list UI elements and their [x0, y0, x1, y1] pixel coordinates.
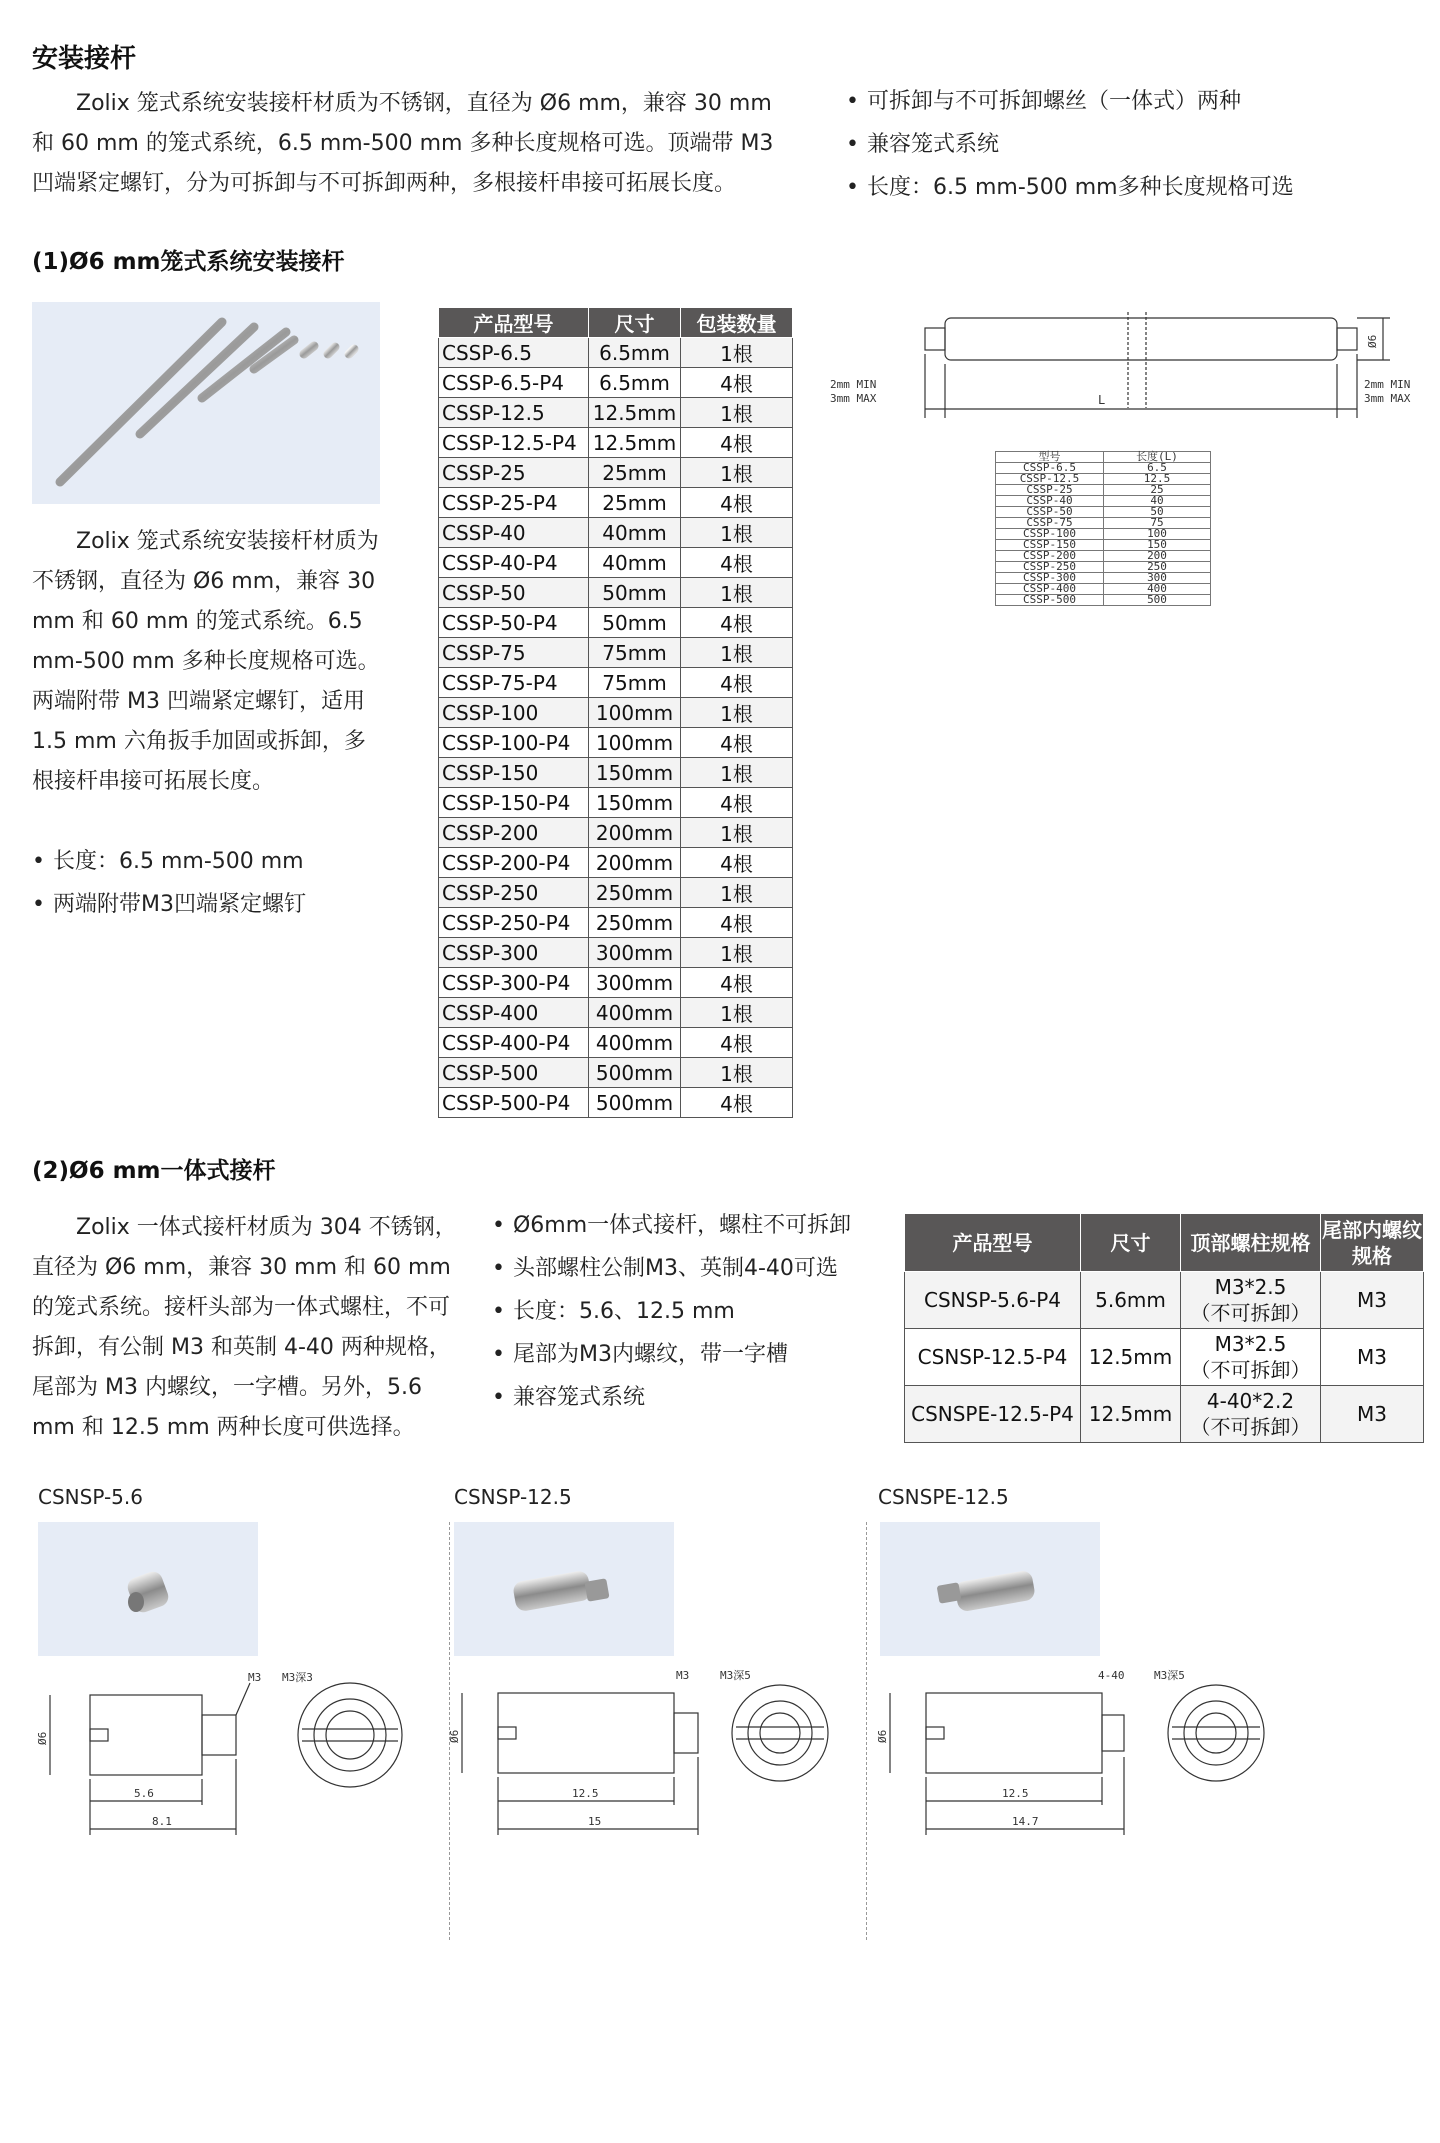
thread-label: M3 — [676, 1669, 690, 1682]
model-cell: CSSP-500 — [439, 1058, 589, 1088]
left-min-label: 2mm MIN — [830, 378, 877, 391]
table-row — [439, 608, 793, 638]
hole-label: M3深5 — [720, 1669, 751, 1682]
table-row — [439, 398, 793, 428]
size-cell: 100mm — [589, 728, 681, 758]
rod-drawing — [828, 308, 1423, 423]
qty-cell: 4根 — [681, 908, 793, 938]
list-item: • 尾部为M3内螺纹，带一字槽 — [492, 1333, 851, 1376]
dim-label: 14.7 — [1012, 1815, 1039, 1828]
table-row — [439, 758, 793, 788]
product-drawing — [38, 1665, 418, 1865]
length-cell: 500 — [1104, 595, 1211, 606]
size-cell: 150mm — [589, 758, 681, 788]
col-header: 长度(L) — [1104, 452, 1211, 463]
size-cell: 400mm — [589, 1028, 681, 1058]
model-cell: CSSP-12.5 — [996, 474, 1104, 485]
qty-cell: 1根 — [681, 1058, 793, 1088]
table-row — [905, 1329, 1424, 1386]
model-cell: CSSP-500 — [996, 595, 1104, 606]
product-drawing — [876, 1665, 1290, 1865]
spec-value: M3*2.5 — [1214, 1275, 1287, 1299]
left-max-label: 3mm MAX — [830, 392, 877, 405]
col-header: 包装数量 — [681, 308, 793, 338]
size-cell: 50mm — [589, 578, 681, 608]
page-title: 安装接杆 — [32, 44, 137, 74]
cssp-table-body — [439, 338, 793, 1118]
table-header-row — [439, 308, 793, 338]
table-row — [439, 938, 793, 968]
model-cell: CSSP-40 — [439, 518, 589, 548]
size-cell: 250mm — [589, 878, 681, 908]
qty-cell: 4根 — [681, 968, 793, 998]
qty-cell: 4根 — [681, 428, 793, 458]
section2-bullets — [492, 1204, 851, 1419]
intro-bullets — [846, 80, 1294, 209]
col-header: 产品型号 — [905, 1214, 1081, 1272]
col-header: 尺寸 — [589, 308, 681, 338]
product-photo — [454, 1522, 674, 1656]
size-cell: 50mm — [589, 608, 681, 638]
table-row — [996, 595, 1211, 606]
dim-label: 5.6 — [134, 1787, 154, 1800]
size-cell: 25mm — [589, 488, 681, 518]
model-cell: CSSP-100-P4 — [439, 728, 589, 758]
table-row — [905, 1272, 1424, 1329]
model-cell: CSSP-300 — [996, 573, 1104, 584]
length-cell: 100 — [1104, 529, 1211, 540]
size-cell: 300mm — [589, 968, 681, 998]
length-cell: 200 — [1104, 551, 1211, 562]
list-item: • 兼容笼式系统 — [846, 123, 1294, 166]
size-cell: 12.5mm — [1081, 1386, 1181, 1443]
model-cell: CSSP-400 — [996, 584, 1104, 595]
qty-cell: 4根 — [681, 488, 793, 518]
spec-cell — [1181, 1329, 1321, 1386]
model-cell: CSSP-25 — [439, 458, 589, 488]
size-cell: 400mm — [589, 998, 681, 1028]
rod-body — [945, 318, 1337, 360]
table-row — [439, 878, 793, 908]
dia-label: Ø6 — [36, 1731, 49, 1745]
size-cell: 100mm — [589, 698, 681, 728]
length-cell: 50 — [1104, 507, 1211, 518]
model-cell: CSSP-6.5 — [996, 463, 1104, 474]
model-cell: CSSP-12.5 — [439, 398, 589, 428]
model-cell: CSSP-200-P4 — [439, 848, 589, 878]
dim-label: 15 — [588, 1815, 602, 1828]
table-row — [439, 968, 793, 998]
tail-cell: M3 — [1321, 1329, 1424, 1386]
section1-bullets — [32, 840, 306, 926]
table-row — [439, 998, 793, 1028]
length-cell: 6.5 — [1104, 463, 1211, 474]
size-cell: 150mm — [589, 788, 681, 818]
rods-illustration — [32, 302, 380, 504]
qty-cell: 1根 — [681, 398, 793, 428]
tail-cell: M3 — [1321, 1272, 1424, 1329]
table-header-row — [905, 1214, 1424, 1272]
size-cell: 200mm — [589, 818, 681, 848]
model-cell: CSSP-100 — [996, 529, 1104, 540]
qty-cell: 1根 — [681, 518, 793, 548]
intro-text: Zolix 笼式系统安装接杆材质为不锈钢，直径为 Ø6 mm，兼容 30 mm 和 60 mm 的笼式系统，6.5 mm-500 mm 多种长度规格可选。顶端带 M3 凹端紧定螺钉，分为可拆卸与不可拆卸两种，多根接杆串接可拓展长度。 — [32, 91, 774, 196]
list-item: • 可拆卸与不可拆卸螺丝（一体式）两种 — [846, 80, 1294, 123]
qty-cell: 4根 — [681, 788, 793, 818]
model-cell: CSSP-12.5-P4 — [439, 428, 589, 458]
size-cell: 300mm — [589, 938, 681, 968]
length-label: L — [1098, 393, 1106, 407]
size-cell: 200mm — [589, 848, 681, 878]
size-cell: 40mm — [589, 518, 681, 548]
col-header: 尺寸 — [1081, 1214, 1181, 1272]
model-cell: CSSP-400 — [439, 998, 589, 1028]
qty-cell: 4根 — [681, 668, 793, 698]
section1-desc: Zolix 笼式系统安装接杆材质为不锈钢，直径为 Ø6 mm，兼容 30 mm 和 60 mm 的笼式系统。6.5 mm-500 mm 多种长度规格可选。两端附带 M3 凹端紧定螺钉，适用 1.5 mm 六角扳手加固或拆卸，多根接杆串接可拓展长度。 — [32, 529, 380, 794]
list-item: • 两端附带M3凹端紧定螺钉 — [32, 883, 306, 926]
table-row — [439, 638, 793, 668]
list-item: • 长度：6.5 mm-500 mm — [32, 840, 306, 883]
table-row — [439, 338, 793, 368]
size-cell: 12.5mm — [1081, 1329, 1181, 1386]
product-illustration — [454, 1522, 674, 1656]
section2-title: (2)Ø6 mm一体式接杆 — [32, 1158, 276, 1184]
dim-label: 8.1 — [152, 1815, 172, 1828]
size-cell: 75mm — [589, 668, 681, 698]
spec-note: （不可拆卸） — [1190, 1301, 1311, 1325]
size-cell: 12.5mm — [589, 428, 681, 458]
divider — [866, 1522, 867, 1940]
rod-right-screw — [1337, 328, 1357, 350]
length-cell: 150 — [1104, 540, 1211, 551]
table-row — [439, 428, 793, 458]
list-item: • 头部螺柱公制M3、英制4-40可选 — [492, 1247, 851, 1290]
length-cell: 75 — [1104, 518, 1211, 529]
size-cell: 6.5mm — [589, 368, 681, 398]
qty-cell: 1根 — [681, 938, 793, 968]
tail-cell: M3 — [1321, 1386, 1424, 1443]
dim-label: 12.5 — [1002, 1787, 1029, 1800]
dia-label: Ø6 — [1366, 334, 1379, 348]
model-cell: CSSP-200 — [996, 551, 1104, 562]
qty-cell: 4根 — [681, 848, 793, 878]
model-cell: CSSP-500-P4 — [439, 1088, 589, 1118]
product-photo — [38, 1522, 258, 1656]
model-cell: CSSP-40-P4 — [439, 548, 589, 578]
model-cell: CSSP-75 — [996, 518, 1104, 529]
col-header: 产品型号 — [439, 308, 589, 338]
table-row — [439, 1058, 793, 1088]
table-row — [905, 1386, 1424, 1443]
table-row — [439, 548, 793, 578]
dim-label: 12.5 — [572, 1787, 599, 1800]
qty-cell: 1根 — [681, 638, 793, 668]
rod-length-table — [995, 451, 1211, 606]
table-row — [439, 368, 793, 398]
model-cell: CSSP-75 — [439, 638, 589, 668]
length-cell: 300 — [1104, 573, 1211, 584]
table-row — [439, 788, 793, 818]
table-row — [439, 668, 793, 698]
spec-note: （不可拆卸） — [1190, 1415, 1311, 1439]
model-cell: CSSP-6.5 — [439, 338, 589, 368]
model-cell: CSSP-50 — [439, 578, 589, 608]
length-cell: 40 — [1104, 496, 1211, 507]
table-row — [439, 848, 793, 878]
table-row — [439, 908, 793, 938]
model-cell: CSSP-250-P4 — [439, 908, 589, 938]
qty-cell: 4根 — [681, 368, 793, 398]
list-item: • Ø6mm一体式接杆，螺柱不可拆卸 — [492, 1204, 851, 1247]
model-cell: CSSP-200 — [439, 818, 589, 848]
length-cell: 250 — [1104, 562, 1211, 573]
table-row — [439, 578, 793, 608]
product-name: CSNSP-5.6 — [38, 1485, 143, 1509]
model-cell: CSSP-50-P4 — [439, 608, 589, 638]
model-cell: CSSP-400-P4 — [439, 1028, 589, 1058]
spec-note: （不可拆卸） — [1190, 1358, 1311, 1382]
qty-cell: 4根 — [681, 548, 793, 578]
model-cell: CSNSP-12.5-P4 — [905, 1329, 1081, 1386]
length-cell: 25 — [1104, 485, 1211, 496]
list-item: • 长度：5.6、12.5 mm — [492, 1290, 851, 1333]
qty-cell: 1根 — [681, 338, 793, 368]
model-cell: CSSP-300-P4 — [439, 968, 589, 998]
model-cell: CSSP-150-P4 — [439, 788, 589, 818]
model-cell: CSNSP-5.6-P4 — [905, 1272, 1081, 1329]
model-cell: CSSP-25-P4 — [439, 488, 589, 518]
size-cell: 5.6mm — [1081, 1272, 1181, 1329]
qty-cell: 1根 — [681, 698, 793, 728]
right-max-label: 3mm MAX — [1364, 392, 1411, 405]
model-cell: CSSP-300 — [439, 938, 589, 968]
length-cell: 12.5 — [1104, 474, 1211, 485]
cssp-table — [438, 307, 793, 1118]
size-cell: 40mm — [589, 548, 681, 578]
qty-cell: 1根 — [681, 878, 793, 908]
rods-photo — [32, 302, 380, 504]
table-row — [439, 818, 793, 848]
table-row — [439, 698, 793, 728]
model-cell: CSSP-6.5-P4 — [439, 368, 589, 398]
product-photo — [880, 1522, 1100, 1656]
model-cell: CSSP-40 — [996, 496, 1104, 507]
section1-title: (1)Ø6 mm笼式系统安装接杆 — [32, 249, 345, 275]
rod-left-screw — [925, 328, 945, 350]
qty-cell: 1根 — [681, 578, 793, 608]
table-row — [439, 1028, 793, 1058]
model-cell: CSSP-250 — [439, 878, 589, 908]
size-cell: 250mm — [589, 908, 681, 938]
model-cell: CSSP-250 — [996, 562, 1104, 573]
qty-cell: 4根 — [681, 1088, 793, 1118]
qty-cell: 4根 — [681, 728, 793, 758]
product-illustration — [880, 1522, 1100, 1656]
model-cell: CSSP-50 — [996, 507, 1104, 518]
hole-label: M3深5 — [1154, 1669, 1185, 1682]
product-illustration — [38, 1522, 258, 1656]
model-cell: CSSP-150 — [996, 540, 1104, 551]
table-row — [439, 458, 793, 488]
product-drawing — [448, 1665, 849, 1865]
model-cell: CSSP-100 — [439, 698, 589, 728]
spec-value: M3*2.5 — [1214, 1332, 1287, 1356]
qty-cell: 4根 — [681, 608, 793, 638]
thread-label: M3 — [248, 1671, 262, 1684]
right-min-label: 2mm MIN — [1364, 378, 1411, 391]
list-item: • 兼容笼式系统 — [492, 1376, 851, 1419]
dia-label: Ø6 — [448, 1729, 461, 1743]
size-cell: 25mm — [589, 458, 681, 488]
product-name: CSNSP-12.5 — [454, 1485, 572, 1509]
col-header: 型号 — [996, 452, 1104, 463]
col-header: 尾部内螺纹规格 — [1321, 1214, 1424, 1272]
rod-length-table-body — [996, 463, 1211, 606]
size-cell: 12.5mm — [589, 398, 681, 428]
spec-cell — [1181, 1386, 1321, 1443]
table-row — [439, 1088, 793, 1118]
spec-value: 4-40*2.2 — [1206, 1389, 1295, 1413]
table-row — [439, 488, 793, 518]
section2-desc: Zolix 一体式接杆材质为 304 不锈钢，直径为 Ø6 mm，兼容 30 mm 和 60 mm 的笼式系统。接杆头部为一体式螺柱，不可拆卸，有公制 M3 和英制 4-40 两种规格，尾部为 M3 内螺纹，一字槽。另外，5.6 mm 和 12.5 mm 两种长度可供选择。 — [32, 1215, 457, 1440]
model-cell: CSNSPE-12.5-P4 — [905, 1386, 1081, 1443]
size-cell: 75mm — [589, 638, 681, 668]
qty-cell: 4根 — [681, 1028, 793, 1058]
table-row — [439, 728, 793, 758]
qty-cell: 1根 — [681, 998, 793, 1028]
length-cell: 400 — [1104, 584, 1211, 595]
table-row — [439, 518, 793, 548]
size-cell: 500mm — [589, 1088, 681, 1118]
spec-cell — [1181, 1272, 1321, 1329]
model-cell: CSSP-75-P4 — [439, 668, 589, 698]
size-cell: 500mm — [589, 1058, 681, 1088]
list-item: • 长度：6.5 mm-500 mm多种长度规格可选 — [846, 166, 1294, 209]
model-cell: CSSP-150 — [439, 758, 589, 788]
size-cell: 6.5mm — [589, 338, 681, 368]
csnsp-table — [904, 1213, 1424, 1443]
qty-cell: 1根 — [681, 458, 793, 488]
hole-label: M3深3 — [282, 1671, 313, 1684]
model-cell: CSSP-25 — [996, 485, 1104, 496]
dia-label: Ø6 — [876, 1729, 889, 1743]
product-name: CSNSPE-12.5 — [878, 1485, 1009, 1509]
col-header: 顶部螺柱规格 — [1181, 1214, 1321, 1272]
qty-cell: 1根 — [681, 818, 793, 848]
thread-label: 4-40 — [1098, 1669, 1125, 1682]
qty-cell: 1根 — [681, 758, 793, 788]
